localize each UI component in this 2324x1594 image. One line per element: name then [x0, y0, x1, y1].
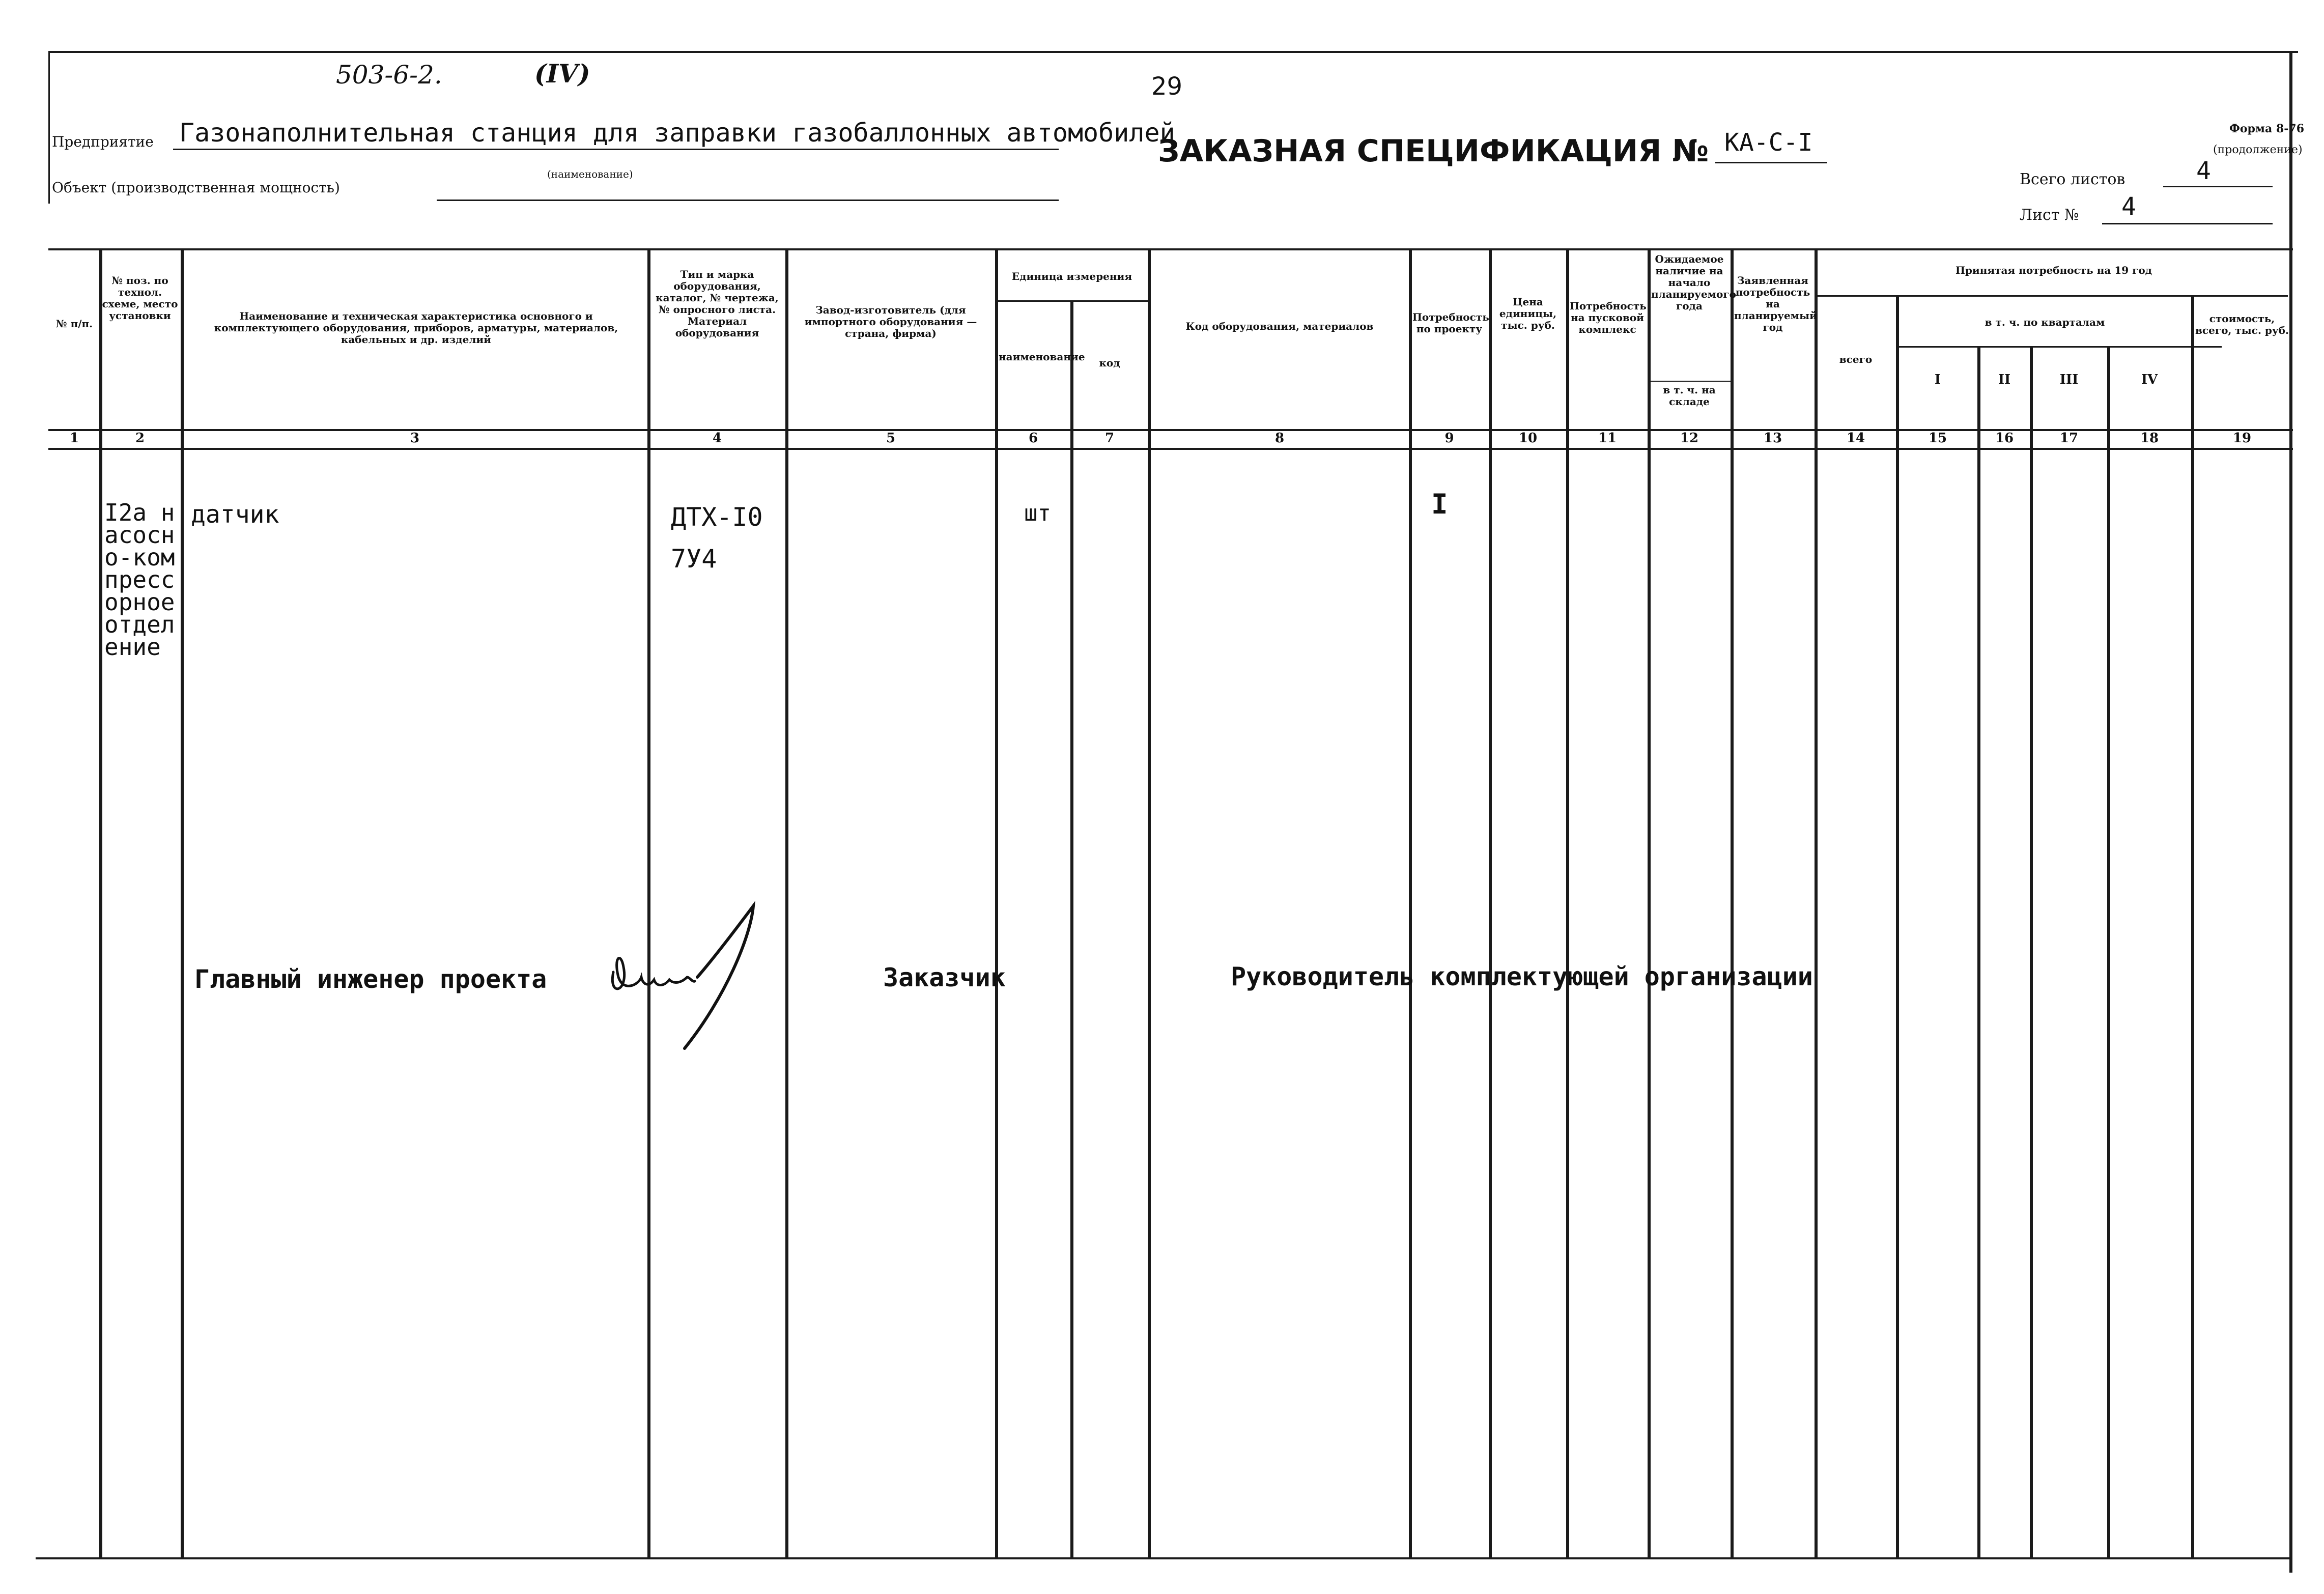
col-num-3: 3: [410, 431, 420, 446]
sheet-value: 4: [2121, 192, 2136, 221]
page-number: 29: [1151, 72, 1183, 101]
col-header-14: всего: [1839, 353, 1873, 365]
col-num-18: 18: [2140, 431, 2159, 446]
object-label: Объект (производственная мощность): [52, 179, 340, 196]
signature-image: [598, 896, 771, 1059]
total-sheets-value: 4: [2196, 157, 2211, 185]
row-quantity: I: [1431, 488, 1448, 520]
col-header-8: Код оборудования, материалов: [1185, 320, 1374, 332]
col-header-17: III: [2059, 372, 2079, 387]
supplier-head-label: Руководитель комплектующей организации: [1231, 962, 1813, 991]
row-type: ДТХ-I07У4: [671, 502, 763, 574]
col-header-12: Ожидаемое наличие на начало планируемого года: [1651, 253, 1736, 312]
col-header-quarters: в т. ч. по кварталам: [1985, 316, 2105, 328]
col-header-18: IV: [2141, 372, 2158, 387]
document-title: ЗАКАЗНАЯ СПЕЦИФИКАЦИЯ №: [1158, 133, 1709, 169]
col-num-9: 9: [1444, 431, 1454, 446]
col-header-6: наименование: [999, 351, 1085, 363]
col-num-2: 2: [135, 431, 145, 446]
customer-label: Заказчик: [883, 963, 1006, 992]
spec-number: КА-С-I: [1724, 128, 1813, 157]
col-num-17: 17: [2059, 431, 2079, 446]
total-sheets-label: Всего листов: [2020, 170, 2125, 188]
col-header-3: Наименование и техническая характеристика основного и комплектующего оборудования, приборов, арматуры, материалов, кабельных и др. изделий: [214, 310, 618, 346]
enterprise-note: (наименование): [547, 168, 633, 180]
col-header-1: № п/п.: [55, 318, 93, 330]
col-num-5: 5: [886, 431, 896, 446]
col-header-2: № поз. по технол. схеме, место установки: [102, 274, 178, 322]
col-num-12: 12: [1680, 431, 1699, 446]
enterprise-value: Газонаполнительная станция для заправки газобаллонных автомобилей: [179, 118, 1175, 148]
col-num-11: 11: [1598, 431, 1617, 446]
section-mark: (IV): [534, 59, 590, 89]
col-header-4: Тип и марка оборудования, каталог, № чертежа, № опросного листа. Материал оборудования: [656, 268, 779, 339]
enterprise-label: Предприятие: [52, 133, 154, 150]
col-num-13: 13: [1763, 431, 1782, 446]
sheet-label: Лист №: [2020, 206, 2079, 224]
col-header-12-warehouse: в т. ч. на складе: [1663, 384, 1716, 408]
col-header-accepted: Принятая потребность на 19 год: [1955, 264, 2152, 276]
col-num-1: 1: [69, 431, 79, 446]
col-num-7: 7: [1104, 431, 1115, 446]
col-num-15: 15: [1928, 431, 1947, 446]
col-header-unit: Единица измерения: [1011, 270, 1132, 282]
col-num-19: 19: [2232, 431, 2252, 446]
col-header-15: I: [1934, 372, 1941, 387]
col-num-10: 10: [1518, 431, 1538, 446]
row-position: I2а насосно-компрессорное отделение: [104, 499, 175, 661]
col-header-9: Потребность по проекту: [1412, 311, 1489, 335]
col-header-11: Потребность на пусковой комплекс: [1570, 300, 1647, 335]
form-label: Форма 8-76: [2229, 122, 2305, 135]
col-num-16: 16: [1995, 431, 2014, 446]
chief-engineer-label: Главный инженер проекта: [194, 964, 547, 994]
col-header-19: стоимость, всего, тыс. руб.: [2195, 312, 2289, 336]
col-header-5: Завод-изготовитель (для импортного оборудования — страна, фирма): [804, 304, 977, 339]
col-num-14: 14: [1846, 431, 1865, 446]
col-header-10: Цена единицы, тыс. руб.: [1499, 296, 1557, 331]
col-num-4: 4: [712, 431, 722, 446]
row-name: датчик: [191, 500, 279, 529]
row-unit: шт: [1024, 500, 1051, 526]
col-header-7: код: [1099, 357, 1120, 369]
col-num-8: 8: [1274, 431, 1285, 446]
document-code: 503-6-2.: [336, 60, 442, 90]
form-note: (продолжение): [2213, 144, 2303, 156]
col-header-13: Заявленная потребность на планируемый год: [1734, 274, 1817, 333]
col-num-6: 6: [1028, 431, 1038, 446]
col-header-16: II: [1998, 372, 2011, 387]
